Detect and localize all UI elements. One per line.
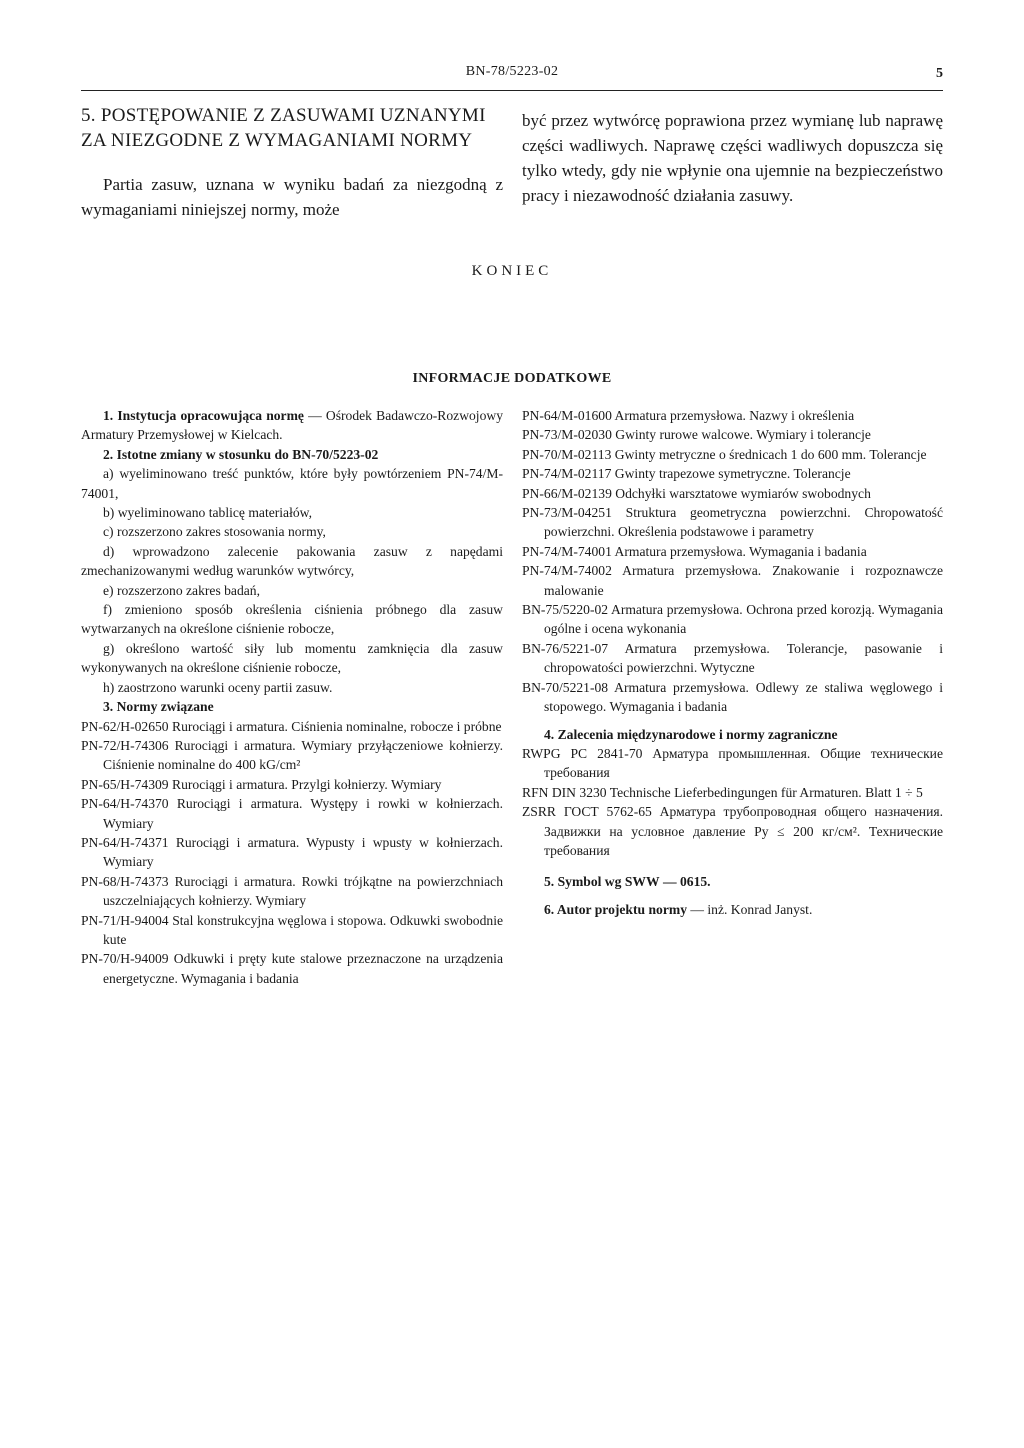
norm-title: Rurociągi i armatura. Wymiary przyłączeniowe kołnierzy. Ciśnienie nominalne do 400 kG/cm² (103, 737, 503, 773)
change-item: g) określono wartość siły lub momentu zamknięcia dla zasuw wykonywanych na określone ciśnienie robocze, (81, 640, 503, 676)
change-item: b) wyeliminowano tablicę materiałów, (103, 505, 312, 521)
norm-entry (522, 600, 943, 639)
norm-entry (81, 911, 503, 950)
norm-code: BN-76/5221-07 (522, 640, 609, 656)
related-norms-list-continued (522, 406, 943, 717)
norm-title: Odchyłki warsztatowe wymiarów swobodnych (615, 485, 871, 501)
norm-entry (522, 542, 943, 561)
change-item: a) wyeliminowano treść punktów, które były powtórzeniem PN-74/M-74001, (81, 466, 503, 501)
norm-title: Armatura przemysłowa. Odlewy ze staliwa węglowego i stopowego. Wymagania i badania (544, 679, 943, 715)
info-left-column (81, 406, 503, 988)
section-5-title-line-2: ZA NIEZGODNE Z WYMAGANIAMI NORMY (81, 130, 473, 151)
norm-entry (522, 445, 943, 464)
norm-entry (522, 484, 943, 503)
norm-entry (81, 872, 503, 911)
norm-code: BN-75/5220-02 (522, 602, 609, 618)
norm-code: PN-73/M-02030 (522, 427, 612, 443)
norm-code: PN-62/H-02650 (81, 718, 169, 734)
spacer (522, 717, 943, 725)
item-6-value: — inż. Konrad Janyst. (690, 901, 813, 917)
section-5-right (522, 108, 943, 208)
page-number: 5 (936, 66, 943, 81)
item-6-label: 6. Autor projektu normy (544, 901, 687, 917)
change-item: c) rozszerzono zakres stosowania normy, (103, 524, 326, 540)
norm-entry (81, 949, 503, 988)
norm-entry (522, 561, 943, 600)
header-rule (81, 90, 943, 91)
norm-code: PN-72/H-74306 (81, 737, 169, 753)
change-item: e) rozszerzono zakres badań, (103, 582, 260, 598)
foreign-norm-code: RWPG PC 2841-70 (522, 745, 643, 761)
norm-entry (522, 503, 943, 542)
info-right-column (522, 406, 943, 919)
section-5-left (81, 103, 503, 222)
section-5-text-left: Partia zasuw, uznana w wyniku badań za niezgodną z wymaganiami niniejszej normy, może (81, 175, 503, 219)
norm-title: Rurociągi i armatura. Występy i rowki w kołnierzach. Wymiary (103, 796, 503, 831)
norm-entry (522, 425, 943, 444)
norm-code: PN-64/M-01600 (522, 408, 612, 423)
change-item: f) zmieniono sposób określenia ciśnienia próbnego dla zasuw wytwarzanych na określone ciśnienie robocze, (81, 602, 503, 637)
related-norms-list (81, 717, 503, 989)
item-1-label: 1. Instytucja opracowująca normę (103, 408, 304, 423)
norm-code: PN-74/M-02117 (522, 466, 612, 482)
norm-code: PN-68/H-74373 (81, 873, 169, 889)
end-marker: KONIEC (471, 263, 553, 279)
norm-code: BN-70/5221-08 (522, 679, 609, 695)
norm-code: PN-74/M-74001 (522, 543, 612, 559)
foreign-norm-title: Арматура промышленная. Общие технические требования (544, 745, 943, 781)
norm-title: Gwinty metryczne o średnicach 1 do 600 mm. Tolerancje (614, 446, 927, 462)
norm-title: Armatura przemysłowa. Tolerancje, pasowanie i chropowatości powierzchni. Wytyczne (544, 640, 943, 676)
norm-entry (81, 794, 503, 833)
norm-code: PN-65/H-74309 (81, 776, 169, 792)
norm-title: Armatura przemysłowa. Wymagania i badania (614, 543, 867, 559)
foreign-norm-entry (522, 802, 943, 860)
item-1 (81, 406, 503, 445)
norm-entry (522, 406, 943, 425)
foreign-norm-entry (522, 744, 943, 783)
norm-title: Armatura przemysłowa. Znakowanie i rozpoznawcze malowanie (544, 563, 943, 598)
norm-entry (522, 678, 943, 717)
spacer (522, 892, 943, 900)
norm-code: PN-73/M-04251 (522, 505, 612, 521)
norm-entry (81, 833, 503, 872)
item-5-value: — 0615. (662, 874, 711, 890)
section-5-title (81, 103, 503, 153)
norm-title: Rurociągi i armatura. Przylgi kołnierzy. Wymiary (172, 776, 442, 792)
spacer (522, 860, 943, 872)
foreign-norm-code: RFN DIN 3230 (522, 784, 607, 800)
change-item: d) wprowadzono zalecenie pakowania zasuw z napędami zmechanizowanymi według warunków wytwórcy, (81, 543, 503, 579)
norm-title: Gwinty trapezowe symetryczne. Tolerancje (614, 466, 851, 482)
norm-entry (522, 639, 943, 678)
foreign-norm-title: Technische Lieferbedingungen für Armaturen. Blatt 1 ÷ 5 (609, 784, 923, 800)
item-2-label: 2. Istotne zmiany w stosunku do BN-70/5223-02 (103, 446, 379, 462)
norm-title: Rurociągi i armatura. Wypusty i wpusty w kołnierzach. Wymiary (103, 834, 503, 870)
norm-code: PN-70/M-02113 (522, 446, 612, 462)
norm-code: PN-71/H-94004 (81, 912, 169, 928)
section-5-text-right: być przez wytwórcę poprawiona przez wymianę lub naprawę części wadliwych. Naprawę części wadliwych dopuszcza się tylko wtedy, gdy nie wpłynie ona ujemnie na bezpieczeństwo pracy i niezawodność działania zasuwy. (522, 111, 943, 205)
norm-entry (81, 717, 503, 736)
foreign-norms-list (522, 744, 943, 860)
norm-title: Odkuwki i pręty kute stalowe przeznaczone na urządzenia energetyczne. Wymagania i badania (103, 951, 503, 986)
foreign-norm-title: Арматура трубопроводная общего назначения. Задвижки на условное давление Py ≤ 200 кг/см². Технические требования (544, 804, 943, 858)
item-6 (522, 900, 943, 919)
additional-info-title: INFORMACJE DODATKOWE (412, 371, 612, 386)
norm-code: PN-64/H-74371 (81, 834, 169, 850)
item-1-text: — Ośrodek Badawczo-Rozwojowy Armatury Przemysłowej w Kielcach. (81, 408, 503, 443)
item-3-label: 3. Normy związane (103, 699, 214, 715)
norm-title: Rurociągi i armatura. Ciśnienia nominalne, robocze i próbne (172, 718, 502, 734)
item-4-label: 4. Zalecenia międzynarodowe i normy zagraniczne (544, 726, 838, 742)
item-5 (522, 872, 943, 891)
norm-title: Armatura przemysłowa. Ochrona przed korozją. Wymagania ogólne i ocena wykonania (544, 602, 943, 637)
norm-entry (522, 464, 943, 483)
norm-title: Gwinty rurowe walcowe. Wymiary i tolerancje (615, 427, 871, 443)
norm-code: PN-74/M-74002 (522, 563, 612, 579)
norm-title: Rurociągi i armatura. Rowki trójkątne na powierzchniach uszczelniających kołnierzy. Wymiary (103, 873, 503, 909)
norm-entry (81, 736, 503, 775)
norm-title: Struktura geometryczna powierzchni. Chropowatość powierzchni. Określenia podstawowe i parametry (544, 505, 943, 540)
standard-code: BN-78/5223-02 (465, 64, 559, 79)
item-5-label: 5. Symbol wg SWW (544, 874, 660, 890)
change-item: h) zaostrzono warunki oceny partii zasuw. (103, 679, 333, 695)
section-5-title-line-1: 5. POSTĘPOWANIE Z ZASUWAMI UZNANYMI (81, 105, 486, 126)
norm-code: PN-64/H-74370 (81, 796, 169, 812)
foreign-norm-entry (522, 783, 943, 802)
norm-code: PN-70/H-94009 (81, 951, 169, 967)
norm-code: PN-66/M-02139 (522, 485, 612, 501)
page-header (81, 64, 943, 86)
norm-title: Armatura przemysłowa. Nazwy i określenia (614, 408, 855, 423)
norm-title: Stal konstrukcyjna węglowa i stopowa. Odkuwki swobodnie kute (103, 912, 504, 947)
norm-entry (81, 775, 503, 794)
changes-list (81, 464, 503, 697)
foreign-norm-code: ZSRR ГОСТ 5762-65 (522, 804, 652, 820)
